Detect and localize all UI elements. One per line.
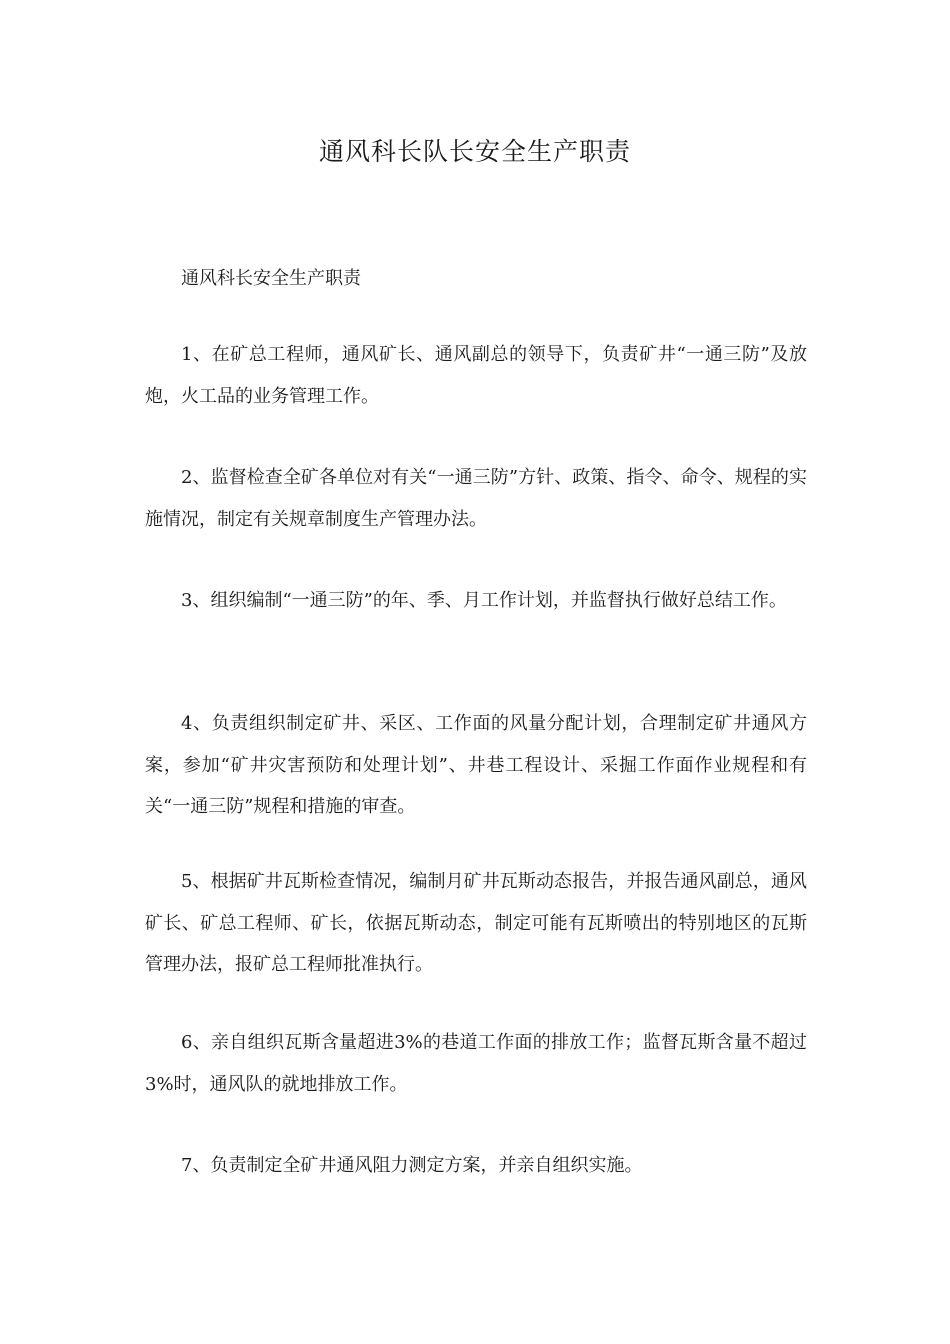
duty-item-7: 7、负责制定全矿井通风阻力测定方案，并亲自组织实施。: [181, 1155, 643, 1176]
document-title: 通风科长队长安全生产职责: [318, 137, 631, 166]
duty-item-3: 3、组织编制“一通三防”的年、季、月工作计划，并监督执行做好总结工作。: [181, 590, 787, 611]
duty-item-6: 6、亲自组织瓦斯含量超进3%的巷道工作面的排放工作；监督瓦斯含量不超过3%时，通风队的就地排放工作。: [145, 1032, 807, 1095]
section-heading: 通风科长安全生产职责: [181, 268, 361, 289]
duty-item-4: 4、负责组织制定矿井、采区、工作面的风量分配计划，合理制定矿井通风方案，参加“矿井灾害预防和处理计划”、井巷工程设计、采掘工作面作业规程和有关“一通三防”规程和措施的审查。: [145, 713, 807, 817]
duty-item-5: 5、根据矿井瓦斯检查情况，编制月矿井瓦斯动态报告，并报告通风副总，通风矿长、矿总工程师、矿长，依据瓦斯动态，制定可能有瓦斯喷出的特别地区的瓦斯管理办法，报矿总工程师批准执行。: [145, 871, 807, 975]
duty-item-2: 2、监督检查全矿各单位对有关“一通三防”方针、政策、指令、命令、规程的实施情况，制定有关规章制度生产管理办法。: [145, 467, 807, 530]
duty-item-1: 1、在矿总工程师，通风矿长、通风副总的领导下，负责矿井“一通三防”及放炮，火工品的业务管理工作。: [145, 344, 807, 407]
